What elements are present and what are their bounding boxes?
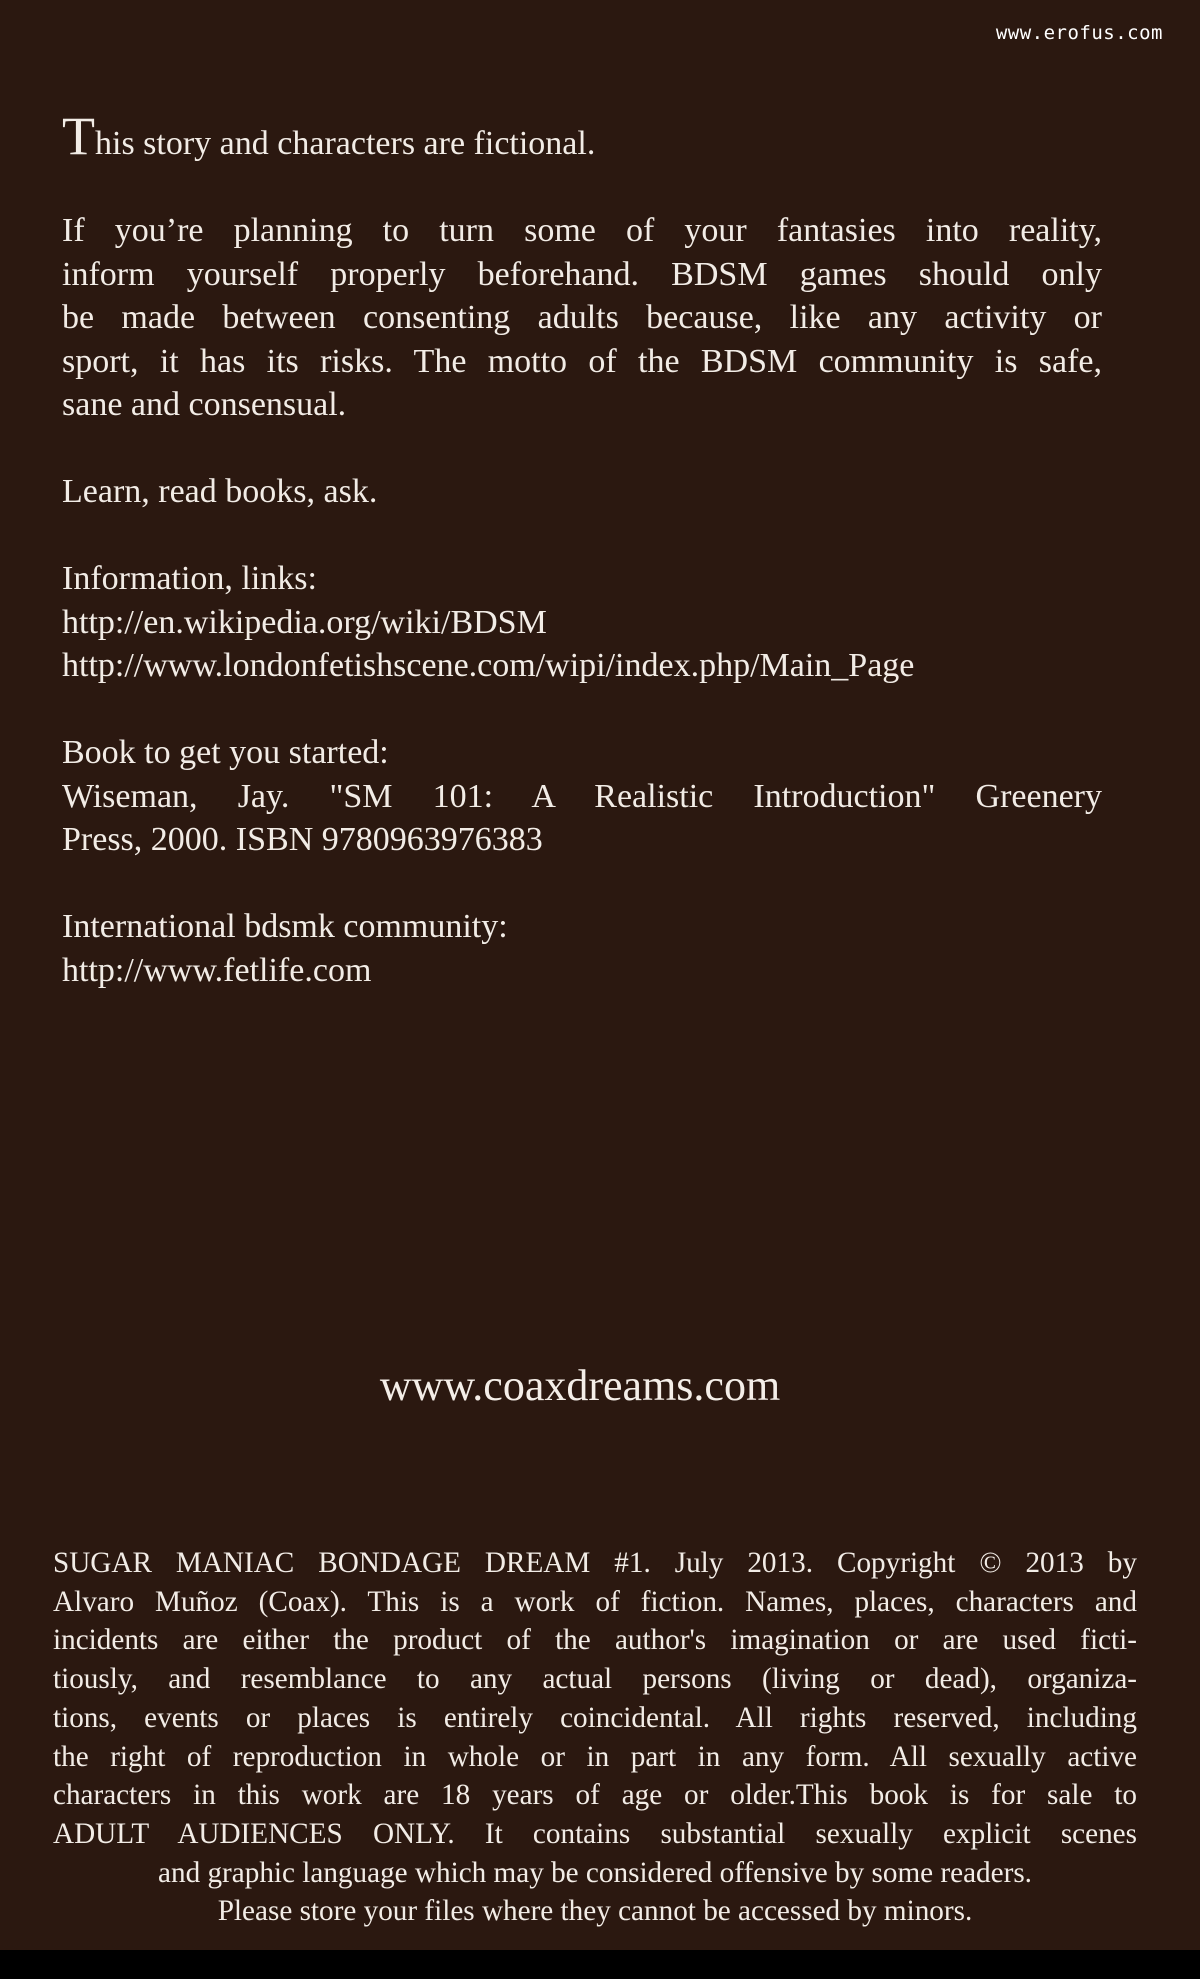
copyright-line: ADULT AUDIENCES ONLY. It contains substantial sexually explicit scenes [53, 1817, 1137, 1850]
safety-warning-line: inform yourself properly beforehand. BDSM games should only [62, 255, 1102, 293]
copyright-line: Alvaro Muñoz (Coax). This is a work of fiction. Names, places, characters and [53, 1585, 1137, 1618]
copyright-line: tions, events or places is entirely coincidental. All rights reserved, including [53, 1701, 1137, 1734]
safety-warning-line: If you’re planning to turn some of your fantasies into reality, [62, 212, 1102, 249]
community-heading: International bdsmk community: [62, 908, 508, 945]
safety-warning-line: be made between consenting adults because, like any activity or [62, 299, 1102, 336]
safety-warning [62, 209, 1102, 427]
info-links-section [62, 557, 1102, 688]
book-heading: Book to get you started: [62, 734, 389, 771]
copyright-line: tiously, and resemblance to any actual persons (living or dead), organiza- [53, 1663, 1137, 1696]
copyright-line: the right of reproduction in whole or in part in any form. All sexually active [53, 1740, 1137, 1773]
disclaimer-body [62, 106, 1102, 1036]
copyright-line: SUGAR MANIAC BONDAGE DREAM #1. July 2013. Copyright © 2013 by [53, 1547, 1137, 1579]
bottom-bar [0, 1950, 1200, 1979]
community-section [62, 905, 1102, 992]
copyright-notice [53, 1544, 1137, 1931]
author-website-link[interactable]: www.coaxdreams.com [379, 1361, 781, 1410]
fiction-statement-text: his story and characters are fictional. [95, 125, 596, 162]
author-website [0, 1360, 1160, 1411]
fiction-statement [62, 106, 1102, 166]
wikipedia-link[interactable]: http://en.wikipedia.org/wiki/BDSM [62, 603, 547, 641]
copyright-line: and graphic language which may be considered offensive by some readers. [158, 1856, 1032, 1889]
info-links-heading: Information, links: [62, 560, 317, 597]
book-section [62, 731, 1102, 862]
watermark: www.erofus.com [995, 22, 1163, 44]
copyright-line: characters in this work are 18 years of age or older.This book is for sale to [53, 1779, 1137, 1812]
learn-advice: Learn, read books, ask. [62, 473, 378, 510]
book-citation-line: Wiseman, Jay. "SM 101: A Realistic Introduction" Greenery [62, 777, 1102, 815]
safety-warning-line: sane and consensual. [62, 386, 347, 423]
fetlife-link[interactable]: http://www.fetlife.com [62, 951, 372, 989]
copyright-line: Please store your files where they cannot be accessed by minors. [217, 1895, 973, 1928]
copyright-line: incidents are either the product of the author's imagination or are used ficti- [53, 1624, 1137, 1657]
londonfetishscene-link[interactable]: http://www.londonfetishscene.com/wipi/index.php/Main_Page [62, 647, 915, 684]
safety-warning-line: sport, it has its risks. The motto of the BDSM community is safe, [62, 342, 1102, 380]
book-citation-line: Press, 2000. ISBN 9780963976383 [62, 821, 543, 858]
drop-cap: T [62, 106, 95, 166]
